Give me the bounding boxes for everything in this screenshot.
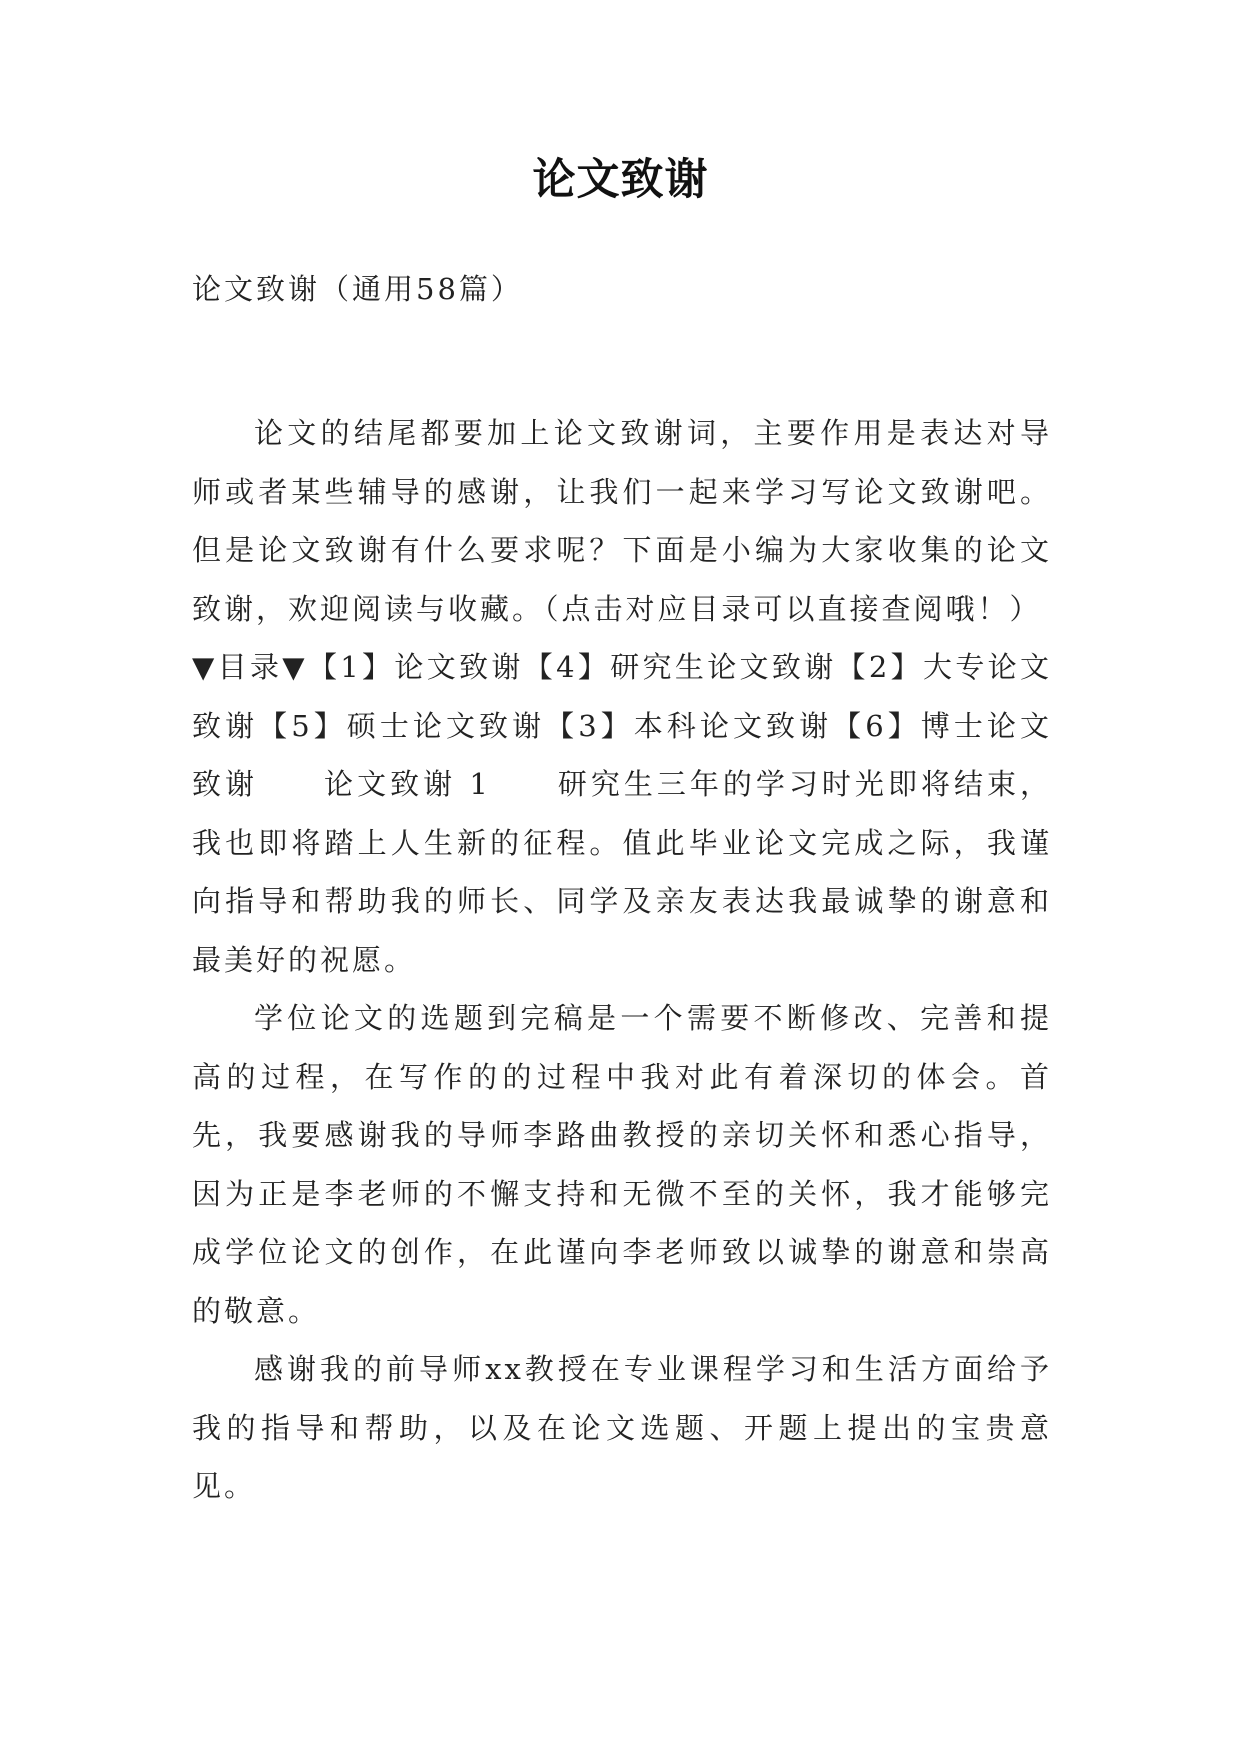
- body-paragraph: 感谢我的前导师xx教授在专业课程学习和生活方面给予我的指导和帮助，以及在论文选题、开题上提出的宝贵意见。: [192, 1352, 1052, 1503]
- intro-paragraph: 论文的结尾都要加上论文致谢词，主要作用是表达对导师或者某些辅导的感谢，让我们一起来学习写论文致谢吧。但是论文致谢有什么要求呢？下面是小编为大家收集的论文致谢，欢迎阅读与收藏。（点击对应目录可以直接查阅哦！）: [192, 416, 1052, 626]
- document-subtitle: 论文致谢（通用58篇）: [192, 272, 523, 306]
- body-paragraph: 学位论文的选题到完稿是一个需要不断修改、完善和提高的过程，在写作的的过程中我对此有着深切的体会。首先，我要感谢我的导师李路曲教授的亲切关怀和悉心指导，因为正是李老师的不懈支持和无微不至的关怀，我才能够完成学位论文的创作，在此谨向李老师致以诚挚的谢意和崇高的敬意。: [192, 1001, 1052, 1328]
- document-body: [192, 404, 1052, 1516]
- document-title: 论文致谢: [532, 155, 709, 205]
- toc-paragraph: ▼目录▼【1】论文致谢【4】研究生论文致谢【2】大专论文致谢【5】硕士论文致谢【3】本科论文致谢【6】博士论文致谢 论文致谢 1 研究生三年的学习时光即将结束，我也即将踏上人生新的征程。值此毕业论文完成之际，我谨向指导和帮助我的师长、同学及亲友表达我最诚挚的谢意和最美好的祝愿。: [192, 650, 1052, 977]
